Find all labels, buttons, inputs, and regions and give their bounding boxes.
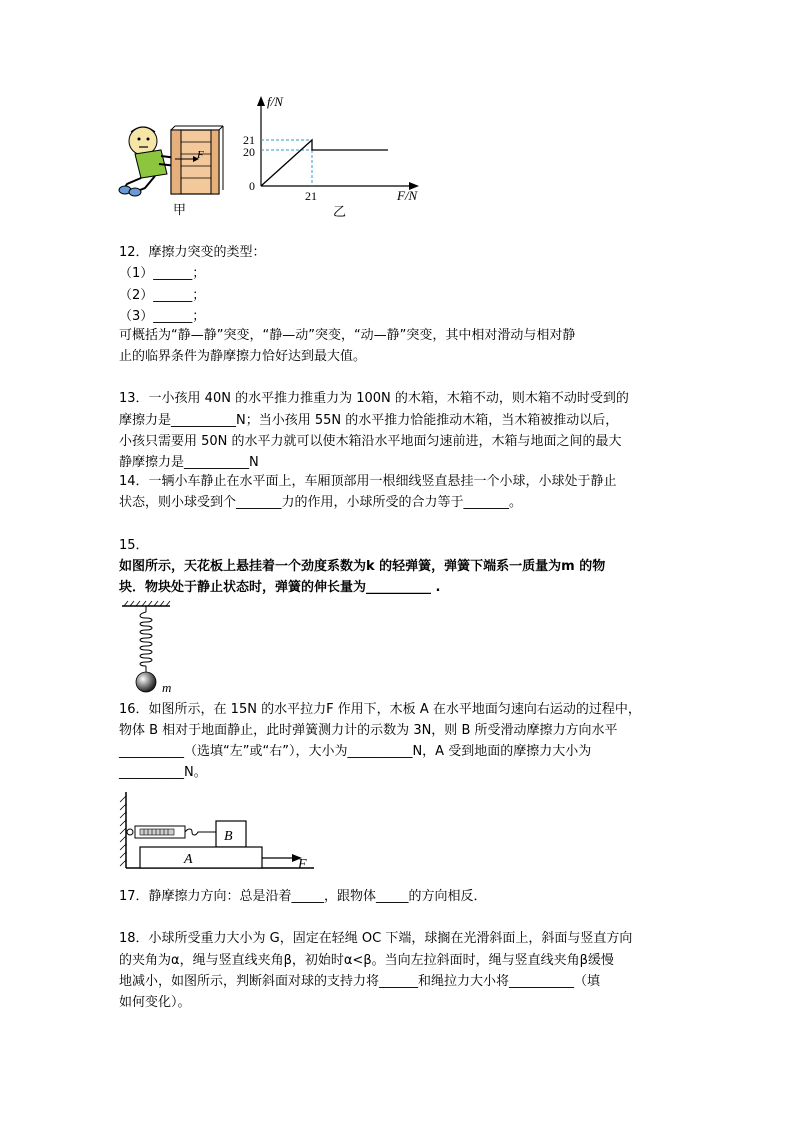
y-tick-upper: 21 bbox=[243, 133, 255, 147]
q12-title: 12．摩擦力突变的类型： bbox=[119, 245, 266, 260]
figure-spring-mass bbox=[118, 600, 188, 696]
friction-graph-axes bbox=[257, 96, 419, 190]
q16-line3: __________（选填“左”或“右”），大小为__________N，A 受到地面的摩擦力大小为 bbox=[119, 744, 592, 759]
friction-curve bbox=[261, 140, 388, 186]
q13-line4: 静摩擦力是__________N bbox=[119, 455, 259, 470]
q12-item2: （2）______； bbox=[119, 288, 206, 303]
q13-line1: 13．一小孩用 40N 的水平推力推重力为 100N 的木箱，木箱不动，则木箱不动时受到的 bbox=[119, 391, 629, 406]
spring-coil bbox=[140, 612, 152, 666]
q16-line2: 物体 B 相对于地面静止，此时弹簧测力计的示数为 3N，则 B 所受滑动摩擦力方向水平 bbox=[119, 723, 618, 738]
q16-line1: 16．如图所示，在 15N 的水平拉力F 作用下，木板 A 在水平地面匀速向右运动的过程中， bbox=[119, 702, 641, 717]
figure-spring-scale-board bbox=[118, 790, 318, 872]
q12-item3: （3）______； bbox=[119, 309, 206, 324]
q14-line2: 状态，则小球受到个_______力的作用，小球所受的合力等于_______。 bbox=[119, 495, 523, 510]
q17-line1: 17．静摩擦力方向：总是沿着_____，跟物体_____的方向相反． bbox=[119, 889, 487, 904]
q18-line3: 地减小，如图所示，判断斜面对球的支持力将______和绳拉力大小将__________（填 bbox=[119, 974, 601, 989]
x-axis-label: F/N bbox=[397, 188, 418, 203]
block-b-label: B bbox=[224, 829, 233, 844]
q14-line1: 14．一辆小车静止在水平面上，车厢顶部用一根细线竖直悬挂一个小球，小球处于静止 bbox=[119, 474, 617, 489]
q18-line1: 18．小球所受重力大小为 G，固定在轻绳 OC 下端，球搁在光滑斜面上，斜面与竖直方向 bbox=[119, 931, 633, 946]
x-tick: 21 bbox=[305, 189, 317, 203]
child-pushing-illustration bbox=[119, 127, 177, 196]
q16-line4: __________N。 bbox=[119, 765, 207, 780]
q18-line2: 的夹角为α，绳与竖直线夹角β，初始时α<β。当向左拉斜面时，绳与竖直线夹角β缓慢 bbox=[119, 953, 614, 968]
board-a bbox=[140, 847, 262, 868]
q15-number: 15． bbox=[119, 538, 149, 553]
y-axis-label: f/N bbox=[267, 94, 283, 109]
q12-summary-line2: 止的临界条件为静摩擦力恰好达到最大值。 bbox=[119, 349, 367, 364]
mass-label: m bbox=[162, 680, 172, 695]
y-tick-lower: 20 bbox=[243, 145, 255, 159]
q18-line4: 如何变化）。 bbox=[119, 995, 191, 1010]
board-a-label: A bbox=[184, 852, 193, 867]
q15-line2: 块．物块处于静止状态时，弹簧的伸长量为__________ . bbox=[119, 580, 441, 595]
origin-label: 0 bbox=[249, 179, 255, 193]
q13-line3: 小孩只需要用 50N 的水平力就可以使木箱沿水平地面匀速前进，木箱与地面之间的最大 bbox=[119, 434, 622, 449]
force-label-f: F bbox=[197, 149, 204, 161]
q12-summary-line1: 可概括为“静—静”突变，“静—动”突变，“动—静”突变，其中相对滑动与相对静 bbox=[119, 328, 576, 343]
q13-line2: 摩擦力是__________N；当小孩用 55N 的水平推力恰能推动木箱，当木箱被推动以后， bbox=[119, 413, 619, 428]
pull-force-label: F bbox=[298, 857, 307, 872]
q15-line1: 如图所示，天花板上悬挂着一个劲度系数为k 的轻弹簧，弹簧下端系一质量为m 的物 bbox=[119, 559, 606, 574]
right-figure-caption: 乙 bbox=[333, 204, 347, 219]
q12-item1: （1）______； bbox=[119, 266, 206, 281]
mass-ball bbox=[136, 672, 156, 692]
left-figure-caption: 甲 bbox=[173, 202, 187, 217]
figure-friction-graph bbox=[115, 92, 435, 222]
